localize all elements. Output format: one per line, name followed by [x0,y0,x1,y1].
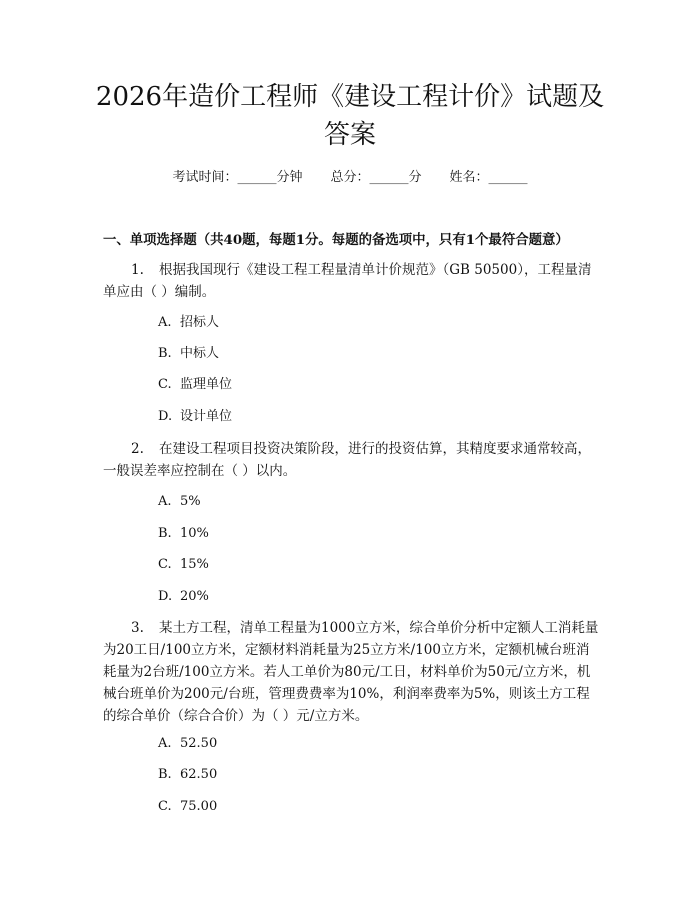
option-letter: D. [158,409,173,424]
option-letter: A. [158,736,172,751]
option-3b [158,765,217,785]
option-letter: A. [158,494,172,509]
score-label: 总分： [330,170,370,185]
option-1b [158,344,219,364]
question-3 [103,617,600,727]
option-2a [158,492,201,512]
option-text: 62.50 [180,767,218,782]
exam-info-line [0,168,700,188]
option-text: 中标人 [180,346,220,361]
option-text: 52.50 [180,736,218,751]
question-number: 2. [131,441,144,457]
name-blank: ______ [488,170,528,185]
question-1 [103,259,600,303]
time-unit: 分钟 [276,170,303,185]
question-2 [103,438,600,482]
option-text: 20% [180,589,209,604]
option-1a [158,313,219,333]
option-letter: B. [158,526,172,541]
question-text: 在建设工程项目投资决策阶段，进行的投资估算，其精度要求通常较高，一般误差率应控制在（ ）以内。 [103,441,591,479]
time-label: 考试时间： [172,170,238,185]
option-letter: D. [158,589,173,604]
option-letter: C. [158,557,172,572]
question-text: 根据我国现行《建设工程工程量清单计价规范》（GB 50500），工程量清单应由（ ）编制。 [103,262,592,300]
option-text: 75.00 [180,799,218,814]
option-text: 15% [180,557,209,572]
option-3c [158,797,217,817]
question-number: 3. [131,620,144,636]
option-text: 10% [180,526,209,541]
question-text: 某土方工程，清单工程量为1000立方米，综合单价分析中定额人工消耗量为20工日/100立方米，定额材料消耗量为25立方米/100立方米，定额机械台班消耗量为2台班/100立方米。若人工单价为80元/工日，材料单价为50元/立方米，机械台班单价为200元/台班，管理费费率为10%，利润率费率为5%，则该土方工程的综合单价（综合合价）为（ ）元/立方米。 [103,620,599,724]
time-blank: ______ [237,170,277,185]
option-2b [158,524,209,544]
option-text: 招标人 [180,315,220,330]
option-text: 设计单位 [180,409,233,424]
option-text: 5% [180,494,201,509]
name-label: 姓名： [449,170,489,185]
option-3a [158,734,217,754]
option-1c [158,375,232,395]
option-letter: C. [158,799,172,814]
option-letter: B. [158,767,172,782]
option-letter: C. [158,377,172,392]
page-title: 2026年造价工程师《建设工程计价》试题及答案 [95,82,605,150]
option-1d [158,407,232,427]
question-number: 1. [131,262,144,278]
option-2d [158,587,209,607]
option-2c [158,555,209,575]
score-unit: 分 [408,170,422,185]
option-text: 监理单位 [180,377,233,392]
score-blank: ______ [369,170,409,185]
section-heading: 一、单项选择题（共40题，每题1分。每题的备选项中，只有1个最符合题意） [103,232,569,248]
option-letter: B. [158,346,172,361]
option-letter: A. [158,315,172,330]
